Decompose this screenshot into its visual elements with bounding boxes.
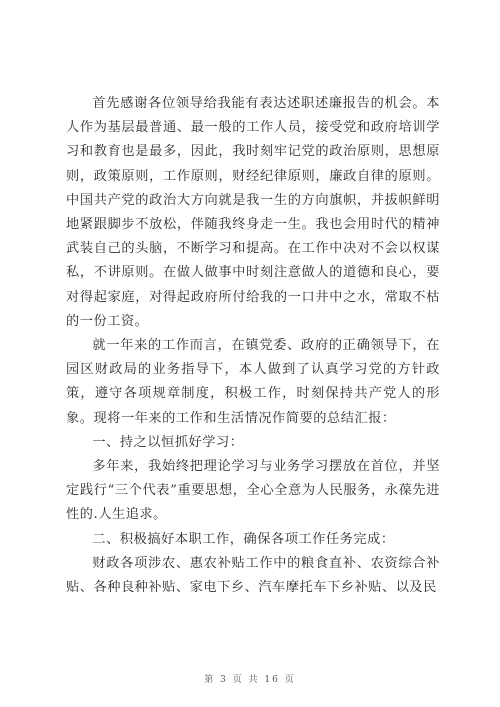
page-number-footer: 第 3 页 共 16 页 bbox=[204, 675, 296, 685]
section-heading-study: 一、持之以恒抓好学习： bbox=[92, 434, 244, 450]
paragraph-subsidies: 财政各项涉农、惠农补贴工作中的粮食直补、农资综合补贴、各种良种补贴、家电下乡、汽车摩托车下乡补贴、以及民 bbox=[66, 555, 440, 596]
paragraph-study: 多年来，我始终把理论学习与业务学习摆放在首位，并坚定践行“三个代表”重要思想，全心全意为人民服务，永葆先进性的.人生追求。 bbox=[66, 459, 440, 523]
paragraph-year-summary: 就一年来的工作而言，在镇党委、政府的正确领导下，在园区财政局的业务指导下，本人做到了认真学习党的方针政策，遵守各项规章制度，积极工作，时刻保持共产党人的形象。现将一年来的工作和生活情况作简要的总结汇报： bbox=[66, 338, 440, 426]
document-body bbox=[66, 92, 440, 600]
section-heading-work: 二、积极搞好本职工作，确保各项工作任务完成： bbox=[92, 531, 395, 547]
paragraph-intro: 首先感谢各位领导给我能有表达述职述廉报告的机会。本人作为基层最普通、最一般的工作人员，接受党和政府培训学习和教育也是最多，因此，我时刻牢记党的政治原则，思想原则，政策原则，工作原则，财经纪律原则，廉政自律的原则。中国共产党的政治大方向就是我一生的方向旗帜，并拔帜鲜明地紧跟脚步不放松，伴随我终身走一生。我也会用时代的精神武装自己的头脑，不断学习和提高。在工作中决对不会以权谋私，不讲原则。在做人做事中时刻注意做人的道德和良心，要对得起家庭，对得起政府所付给我的一口井中之水，常取不枯的一份工资。 bbox=[66, 96, 440, 329]
